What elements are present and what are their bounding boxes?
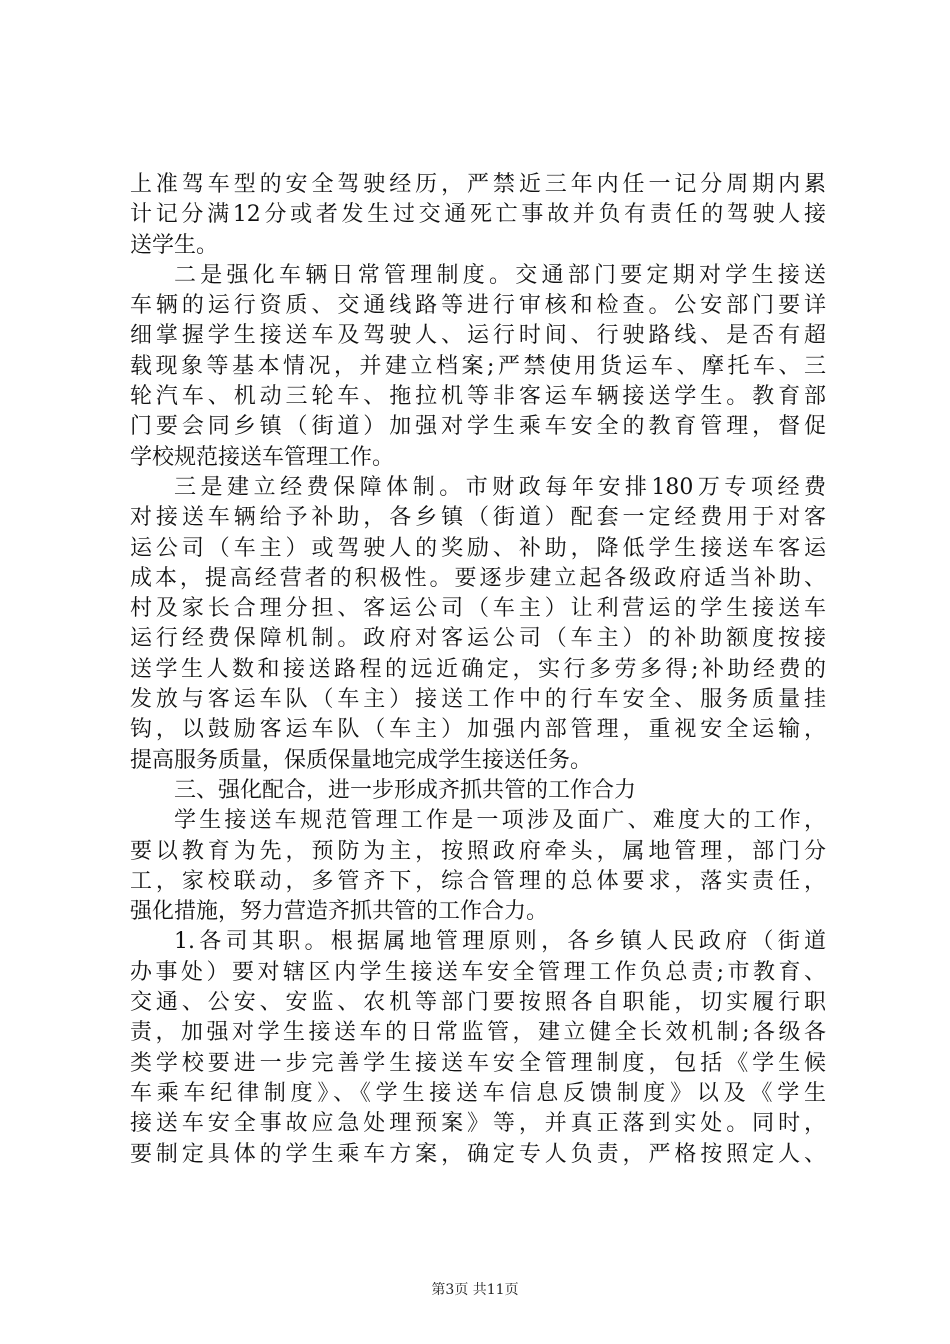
text-line: 工，家校联动，多管齐下，综合管理的总体要求，落实责任，	[130, 868, 826, 894]
text-line: 运公司（车主）或驾驶人的奖励、补助，降低学生接送车客运	[130, 535, 826, 561]
text-line: 发放与客运车队（车主）接送工作中的行车安全、服务质量挂	[130, 687, 826, 713]
paragraph-start-line: 二是强化车辆日常管理制度。交通部门要定期对学生接送	[174, 262, 826, 288]
text-line: 计记分满12分或者发生过交通死亡事故并负有责任的驾驶人接	[130, 202, 826, 228]
text-line: 运行经费保障机制。政府对客运公司（车主）的补助额度按接	[130, 626, 826, 652]
text-line: 成本，提高经营者的积极性。要逐步建立起各级政府适当补助、	[130, 565, 826, 591]
text-line: 村及家长合理分担、客运公司（车主）让利营运的学生接送车	[130, 596, 826, 622]
section-heading: 三、强化配合，进一步形成齐抓共管的工作合力	[174, 777, 637, 803]
text-line: 接送车安全事故应急处理预案》等，并真正落到实处。同时，	[130, 1111, 826, 1137]
text-line: 类学校要进一步完善学生接送车安全管理制度，包括《学生候	[130, 1050, 826, 1076]
text-line: 上准驾车型的安全驾驶经历，严禁近三年内任一记分周期内累	[130, 172, 826, 197]
text-line: 强化措施，努力营造齐抓共管的工作合力。	[130, 899, 549, 925]
paragraph-start-line: 三是建立经费保障体制。市财政每年安排180万专项经费	[174, 474, 826, 500]
text-line: 学校规范接送车管理工作。	[130, 444, 395, 470]
text-line: 轮汽车、机动三轮车、拖拉机等非客运车辆接送学生。教育部	[130, 384, 826, 410]
text-line: 门要会同乡镇（街道）加强对学生乘车安全的教育管理，督促	[130, 414, 826, 440]
text-line: 要制定具体的学生乘车方案，确定专人负责，严格按照定人、	[130, 1141, 826, 1167]
text-line: 要以教育为先，预防为主，按照政府牵头，属地管理，部门分	[130, 838, 826, 864]
page-number-footer: 第3页 共11页	[431, 1282, 519, 1298]
text-line: 车乘车纪律制度》、《学生接送车信息反馈制度》以及《学生	[130, 1080, 826, 1106]
document-body	[130, 170, 826, 1170]
text-line: 钩，以鼓励客运车队（车主）加强内部管理，重视安全运输，	[130, 717, 826, 743]
text-line: 对接送车辆给予补助，各乡镇（街道）配套一定经费用于对客	[130, 505, 826, 531]
paragraph-start-line: 学生接送车规范管理工作是一项涉及面广、难度大的工作，	[174, 808, 826, 834]
text-line: 提高服务质量，保质保量地完成学生接送任务。	[130, 747, 593, 773]
text-line: 送学生人数和接送路程的远近确定，实行多劳多得;补助经费的	[130, 656, 826, 682]
paragraph-start-line: 1.各司其职。根据属地管理原则，各乡镇人民政府（街道	[174, 929, 826, 955]
text-line: 送学生。	[130, 232, 219, 258]
text-line: 载现象等基本情况，并建立档案;严禁使用货运车、摩托车、三	[130, 353, 826, 379]
text-line: 交通、公安、安监、农机等部门要按照各自职能，切实履行职	[130, 990, 826, 1016]
text-line: 细掌握学生接送车及驾驶人、运行时间、行驶路线、是否有超	[130, 323, 826, 349]
text-line: 责，加强对学生接送车的日常监管，建立健全长效机制;各级各	[130, 1020, 826, 1046]
text-line: 车辆的运行资质、交通线路等进行审核和检查。公安部门要详	[130, 293, 826, 319]
text-line: 办事处）要对辖区内学生接送车安全管理工作负总责;市教育、	[130, 959, 826, 985]
